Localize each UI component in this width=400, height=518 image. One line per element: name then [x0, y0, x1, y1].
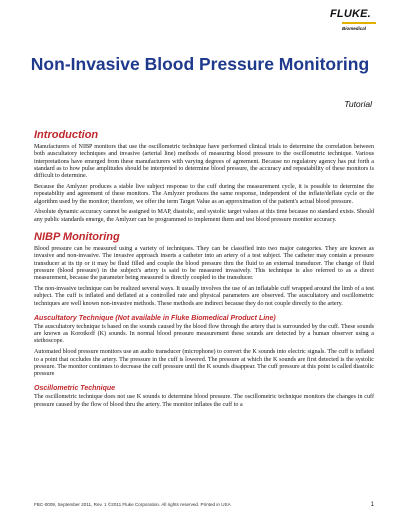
page-subtitle: Tutorial: [344, 99, 372, 109]
subsection-heading-oscillometric: Oscillometric Technique: [34, 385, 116, 393]
logo-accent-bar: [342, 22, 376, 24]
section-heading-nibp: NIBP Monitoring: [34, 230, 120, 243]
page-number: 1: [370, 502, 374, 508]
oscillometric-paragraph-1: The oscillometric technique does not use K sounds to determine blood pressure. The oscillometric technique monitors the changes in cuff pressure caused by the flow of blood thru the artery. The monitor inflates the cuff to a: [34, 394, 374, 408]
document-body: [34, 128, 374, 413]
subsection-heading-auscultatory: Auscultatory Technique (Not available in Fluke Biomedical Product Line): [34, 314, 276, 322]
auscultatory-paragraph-2: Automated blood pressure monitors use an audio transducer (microphone) to convert the K sounds into electric signals. The cuff is inflated to a point that occludes the artery. The pressure in the cuff is lowered. The pressure at which the K sounds are first detected is the systolic pressure. The monitor continues to decrease the cuff pressure until the K sounds disappear. The cuff pressure at this point is called diastolic pressure: [34, 349, 374, 378]
footer-copyright: FBC-0009, September 2011, Rev. 1 ©2011 Fluke Corporation. All rights reserved. Printed in USA: [34, 502, 231, 507]
intro-paragraph-2: Because the Amlyzer produces a stable live subject response to the cuff during the measurement cycle, it is possible to determine the repeatability and agreement of these monitors. The Amlyzer produces the same response, independent of the inflate/deflate cycle or the algorithm used by the monitor; therefore, we offer the term Target Value as an approximation of the patient's actual blood pressure.: [34, 183, 374, 205]
intro-paragraph-3: Absolute dynamic accuracy cannot be assigned to MAP, diastolic, and systolic target values at this time because no standard exists. Should any public standards emerge, the Amlyzer can be programmed to implement them and test blood pressure monitor accuracy.: [34, 209, 374, 223]
brand-name: FLUKE.: [330, 8, 371, 20]
nibp-paragraph-2: The non-invasive technique can be realized several ways. It usually involves the use of an inflatable cuff wrapped around the limb of a test subject. The cuff is inflated and deflated at a controlled rate and physical parameters are observed. The auscultatory and oscillometric techniques are well known non-invasive methods. These methods are indirect because they do not couple directly to the artery.: [34, 285, 374, 307]
intro-paragraph-1: Manufacturers of NIBP monitors that use the oscillometric technique have performed clinical trials to determine the correlation between both auscultatory techniques and invasive (arterial line) methods of measuring blood pressure to the oscillometric technique. Various interpretations have emerged from these manufacturers with varying degrees of agreement. Because no regulatory agency has put forth a standard as to how pulse amplitudes should be interpreted to determine blood pressure, the accuracy and repeatability of these monitors is difficult to determine.: [34, 144, 374, 180]
nibp-paragraph-1: Blood pressure can be measured using a variety of techniques. They can be classified into two major categories. They are known as invasive and non-invasive. The invasive approach inserts a catheter into an artery of a test subject. The catheter may contain a pressure transducer at its tip or it may be fluid filled and couple the blood pressure thru the fluid to an external transducer. The change of fluid pressure (blood pressure) in the subject's artery is said to be measured invasively. This technique is also referred to as a direct measurement, because the parameter being measured is directly coupled to the transducer.: [34, 245, 374, 282]
brand-sub: Biomedical: [342, 26, 367, 31]
page-footer: [34, 502, 374, 508]
page-title: Non-Invasive Blood Pressure Monitoring: [30, 54, 370, 74]
fluke-logo: [330, 8, 380, 34]
section-heading-introduction: Introduction: [34, 129, 99, 141]
auscultatory-paragraph-1: The auscultatory technique is based on the sounds caused by the blood flow through the artery that is surrounded by the cuff. These sounds are known as Korotkoff (K) sounds. In normal blood pressure measurement these sounds are detected by a human observer using a stethoscope.: [34, 323, 374, 345]
